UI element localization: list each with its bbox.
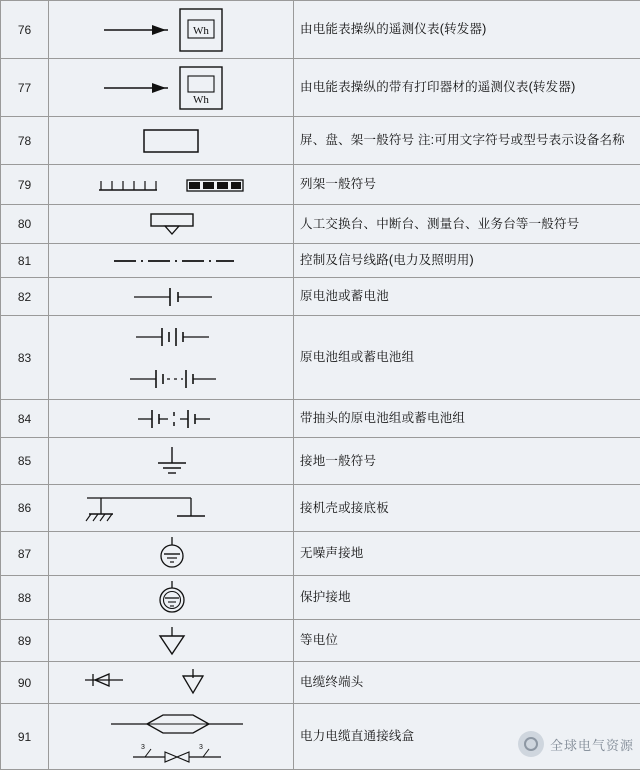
row-number: 79	[1, 165, 49, 205]
row-description: 等电位	[294, 620, 640, 662]
primary-cell-battery-icon	[96, 283, 246, 311]
row-number: 87	[1, 532, 49, 576]
battery-group-with-tap-icon	[96, 404, 246, 434]
row-number: 82	[1, 278, 49, 316]
symbol-cell-primary-cell-battery-group	[49, 316, 294, 400]
row-description: 接机壳或接底板	[294, 485, 640, 532]
table-row	[1, 244, 640, 278]
row-description: 原电池或蓄电池	[294, 278, 640, 316]
table-row	[1, 316, 640, 400]
tap-number-left: 3	[141, 744, 145, 751]
table-row	[1, 620, 640, 662]
row-description: 接地一般符号	[294, 438, 640, 485]
arrow-to-meter-wh-printer-icon	[96, 62, 246, 114]
row-number: 86	[1, 485, 49, 532]
symbol-cell-arrow-to-meter-wh	[49, 1, 294, 59]
symbol-cell-arrow-to-meter-wh-printer	[49, 59, 294, 117]
table-row	[1, 165, 640, 205]
earth-general-symbol-icon	[96, 441, 246, 481]
table-row	[1, 576, 640, 620]
watermark-label: 全球电气资源	[550, 735, 634, 754]
symbol-cell-chassis-frame-earth	[49, 485, 294, 532]
row-description: 列架一般符号	[294, 165, 640, 205]
protective-earth-icon	[96, 579, 246, 617]
table-row	[1, 117, 640, 165]
symbol-cell-battery-group-with-tap	[49, 400, 294, 438]
symbol-cell-rack-general-symbol	[49, 165, 294, 205]
arrow-to-meter-wh-icon	[96, 4, 246, 56]
symbol-cell-primary-cell-battery	[49, 278, 294, 316]
control-signal-line-dashdot-icon	[86, 251, 256, 271]
row-number: 84	[1, 400, 49, 438]
symbol-cell-earth-general-symbol	[49, 438, 294, 485]
cable-joint-tap-detail-icon	[81, 743, 261, 765]
rack-general-symbol-icon	[81, 170, 261, 200]
symbol-cell-cable-termination-head	[49, 662, 294, 704]
table-row	[1, 662, 640, 704]
row-description: 电缆终端头	[294, 662, 640, 704]
battery-group-icon-top	[96, 324, 246, 350]
table-row	[1, 59, 640, 117]
row-description: 保护接地	[294, 576, 640, 620]
table-row	[1, 278, 640, 316]
row-number: 77	[1, 59, 49, 117]
chassis-frame-earth-icon	[71, 488, 271, 528]
row-description: 由电能表操纵的遥测仪表(转发器)	[294, 1, 640, 59]
row-number: 80	[1, 205, 49, 244]
battery-group-icon-bottom	[96, 366, 246, 392]
rectangle-panel-frame-icon	[96, 121, 246, 161]
noiseless-earth-icon	[96, 535, 246, 573]
row-number: 89	[1, 620, 49, 662]
tap-number-right: 3	[199, 744, 203, 751]
row-number: 78	[1, 117, 49, 165]
row-description: 控制及信号线路(电力及照明用)	[294, 244, 640, 278]
table-row	[1, 1, 640, 59]
wh-label: Wh	[193, 94, 209, 106]
table-row	[1, 205, 640, 244]
row-number: 76	[1, 1, 49, 59]
row-description: 人工交换台、中断台、测量台、业务台等一般符号	[294, 205, 640, 244]
row-description: 屏、盘、架一般符号 注:可用文字符号或型号表示设备名称	[294, 117, 640, 165]
row-number: 81	[1, 244, 49, 278]
row-number: 91	[1, 704, 49, 770]
table-row	[1, 532, 640, 576]
table-row	[1, 400, 640, 438]
table-row	[1, 485, 640, 532]
symbol-cell-rectangle-panel-frame	[49, 117, 294, 165]
symbol-cell-manual-exchange-desk	[49, 205, 294, 244]
symbol-cell-protective-earth	[49, 576, 294, 620]
row-number: 90	[1, 662, 49, 704]
symbol-cell-noiseless-earth	[49, 532, 294, 576]
manual-exchange-desk-icon	[96, 208, 246, 240]
row-description: 原电池组或蓄电池组	[294, 316, 640, 400]
row-description: 由电能表操纵的带有打印器材的遥测仪表(转发器)	[294, 59, 640, 117]
symbol-cell-equipotential	[49, 620, 294, 662]
power-cable-straight-joint-box-icon	[81, 709, 261, 739]
table-row	[1, 704, 640, 770]
wh-label: Wh	[193, 25, 209, 37]
table-row	[1, 438, 640, 485]
row-number: 88	[1, 576, 49, 620]
row-description: 电力电缆直通接线盒	[294, 704, 640, 770]
symbol-cell-control-signal-line-dashdot	[49, 244, 294, 278]
equipotential-icon	[96, 624, 246, 658]
row-number: 83	[1, 316, 49, 400]
symbol-cell-power-cable-straight-joint-box	[49, 704, 294, 770]
cable-termination-head-icon	[71, 666, 271, 700]
row-number: 85	[1, 438, 49, 485]
row-description: 带抽头的原电池组或蓄电池组	[294, 400, 640, 438]
row-description: 无噪声接地	[294, 532, 640, 576]
